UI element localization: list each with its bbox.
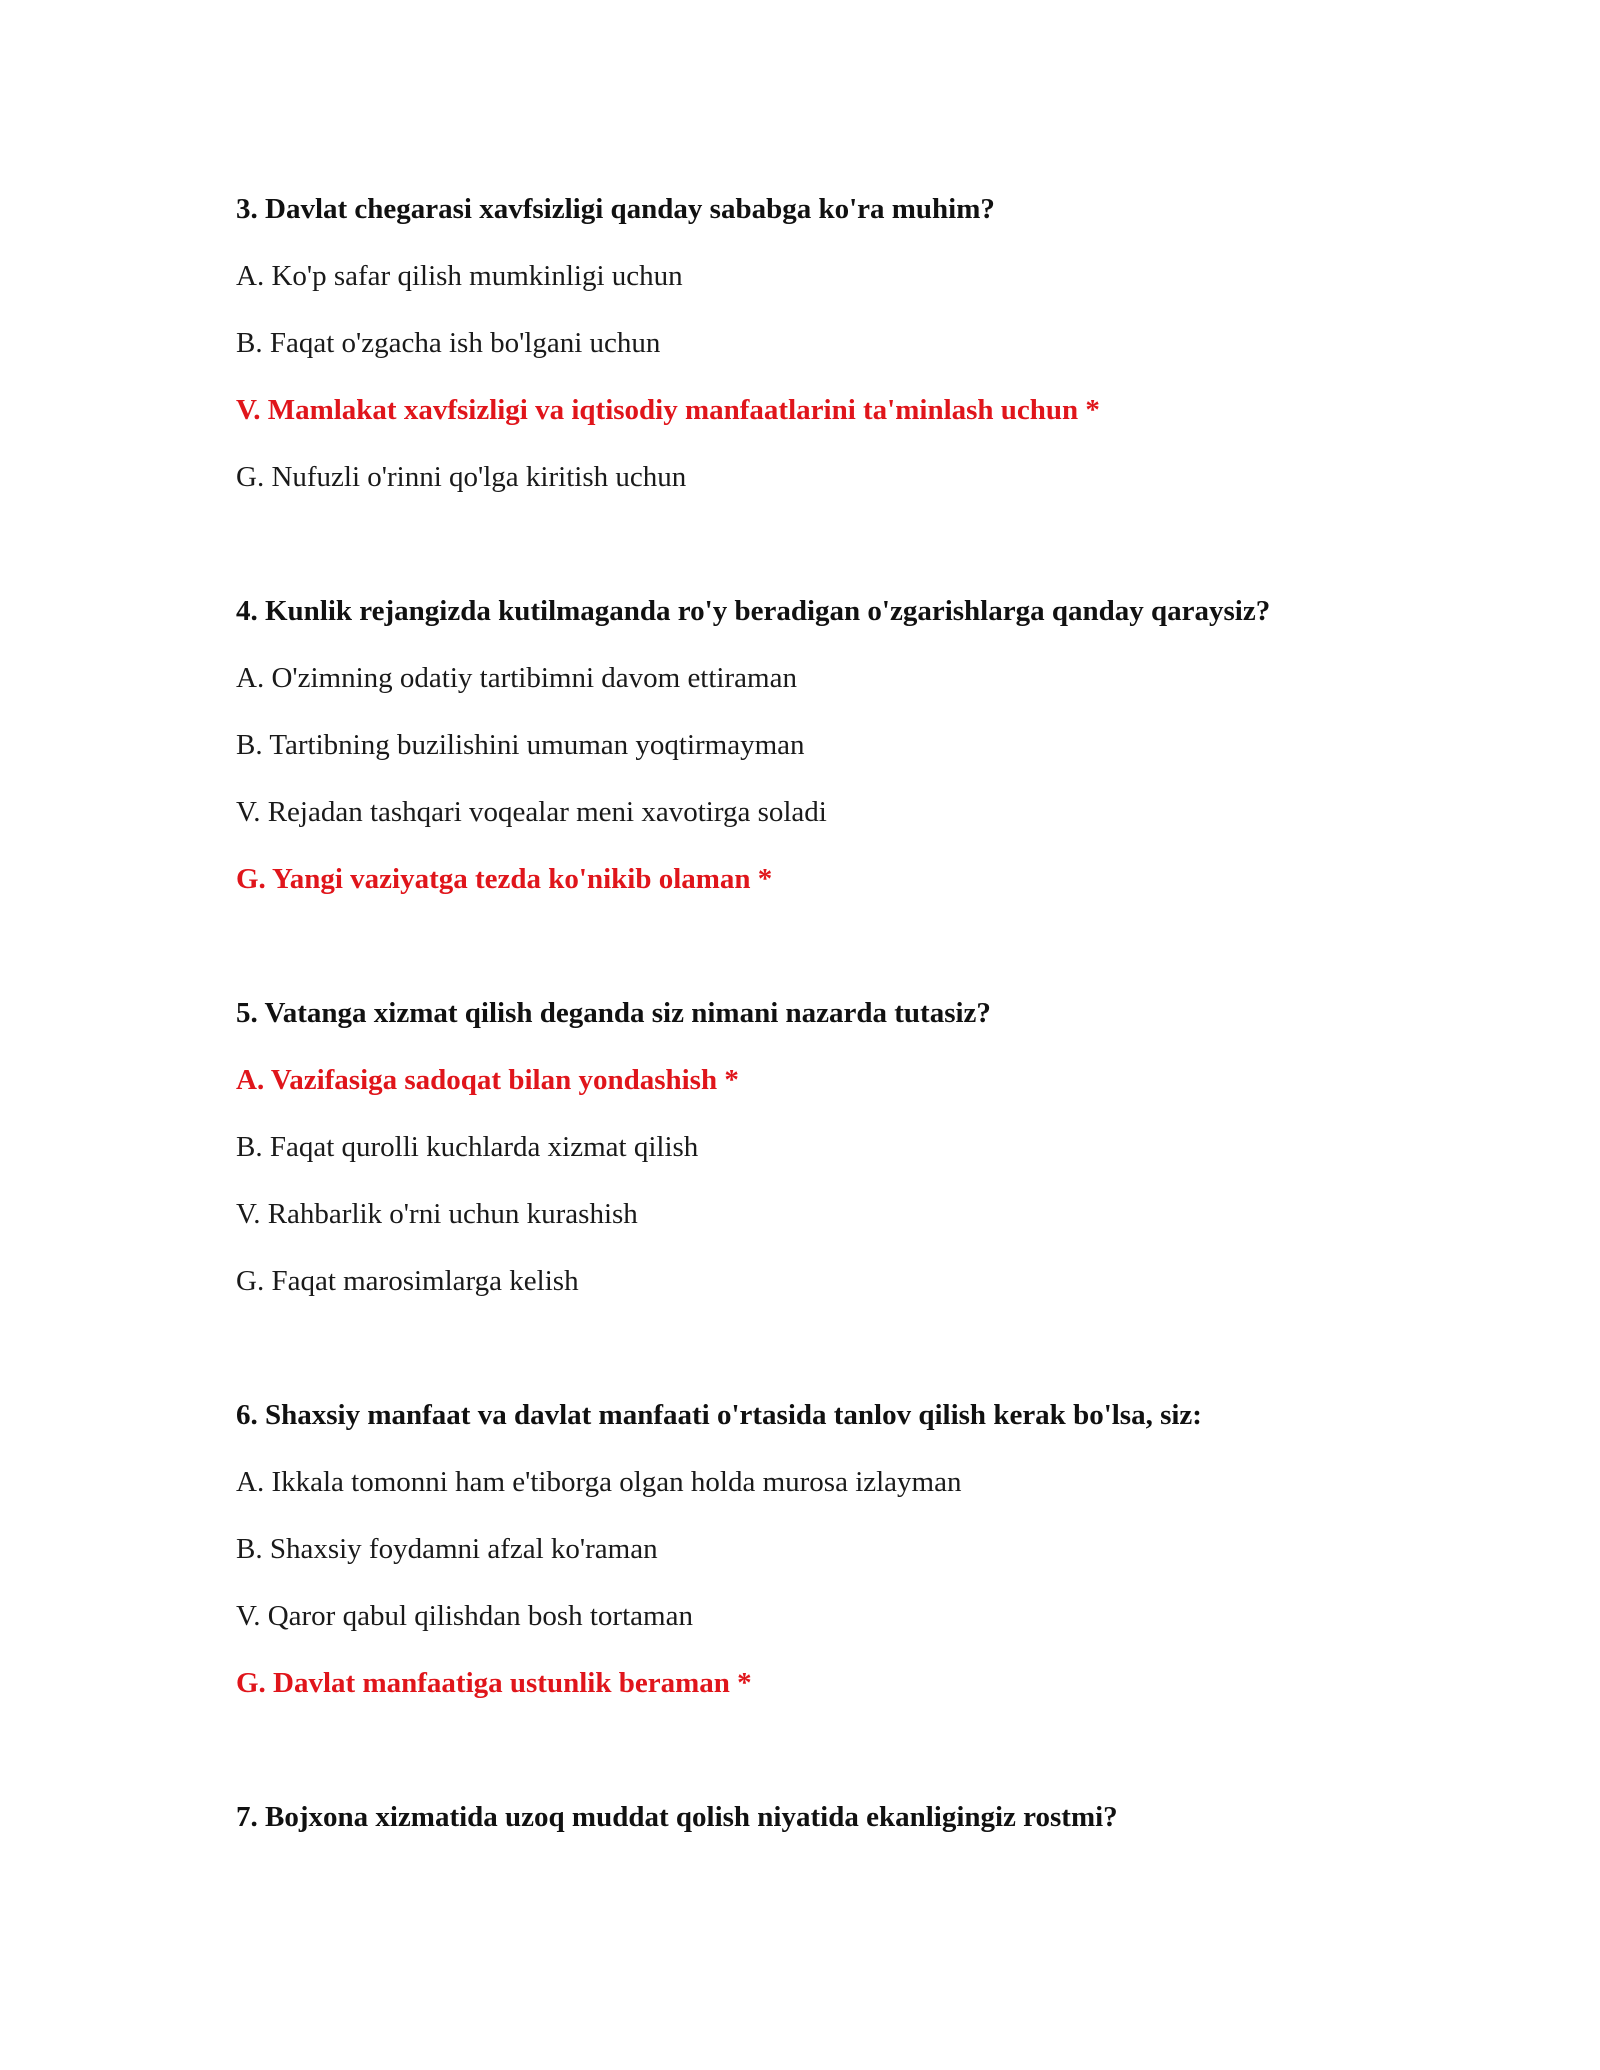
answer-option: V. Rahbarlik o'rni uchun kurashish (236, 1198, 638, 1230)
correct-answer-option: A. Vazifasiga sadoqat bilan yondashish * (236, 1064, 739, 1096)
answer-option: A. Ikkala tomonni ham e'tiborga olgan holda murosa izlayman (236, 1466, 962, 1498)
question-block-7 (236, 1784, 1496, 1851)
question-block-5 (236, 980, 1496, 1315)
question-block-4 (236, 578, 1496, 913)
answer-option: B. Shaxsiy foydamni afzal ko'raman (236, 1533, 658, 1565)
question-title: 7. Bojxona xizmatida uzoq muddat qolish niyatida ekanligingiz rostmi? (236, 1801, 1118, 1833)
answer-option: A. Ko'p safar qilish mumkinligi uchun (236, 260, 683, 292)
question-title: 4. Kunlik rejangizda kutilmaganda ro'y beradigan o'zgarishlarga qanday qaraysiz? (236, 595, 1271, 627)
quiz-content (236, 176, 1496, 1918)
correct-answer-option: V. Mamlakat xavfsizligi va iqtisodiy manfaatlarini ta'minlash uchun * (236, 394, 1100, 426)
answer-option: V. Qaror qabul qilishdan bosh tortaman (236, 1600, 693, 1632)
answer-option: A. O'zimning odatiy tartibimni davom ettiraman (236, 662, 797, 694)
question-title: 5. Vatanga xizmat qilish deganda siz nimani nazarda tutasiz? (236, 997, 991, 1029)
answer-option: V. Rejadan tashqari voqealar meni xavotirga soladi (236, 796, 827, 828)
question-block-3 (236, 176, 1496, 511)
question-title: 6. Shaxsiy manfaat va davlat manfaati o'rtasida tanlov qilish kerak bo'lsa, siz: (236, 1399, 1202, 1431)
question-block-6 (236, 1382, 1496, 1717)
answer-option: B. Tartibning buzilishini umuman yoqtirmayman (236, 729, 805, 761)
answer-option: G. Faqat marosimlarga kelish (236, 1265, 579, 1297)
answer-option: G. Nufuzli o'rinni qo'lga kiritish uchun (236, 461, 687, 493)
answer-option: B. Faqat qurolli kuchlarda xizmat qilish (236, 1131, 699, 1163)
correct-answer-option: G. Davlat manfaatiga ustunlik beraman * (236, 1667, 752, 1699)
correct-answer-option: G. Yangi vaziyatga tezda ko'nikib olaman * (236, 863, 773, 895)
answer-option: B. Faqat o'zgacha ish bo'lgani uchun (236, 327, 661, 359)
question-title: 3. Davlat chegarasi xavfsizligi qanday sababga ko'ra muhim? (236, 193, 995, 225)
